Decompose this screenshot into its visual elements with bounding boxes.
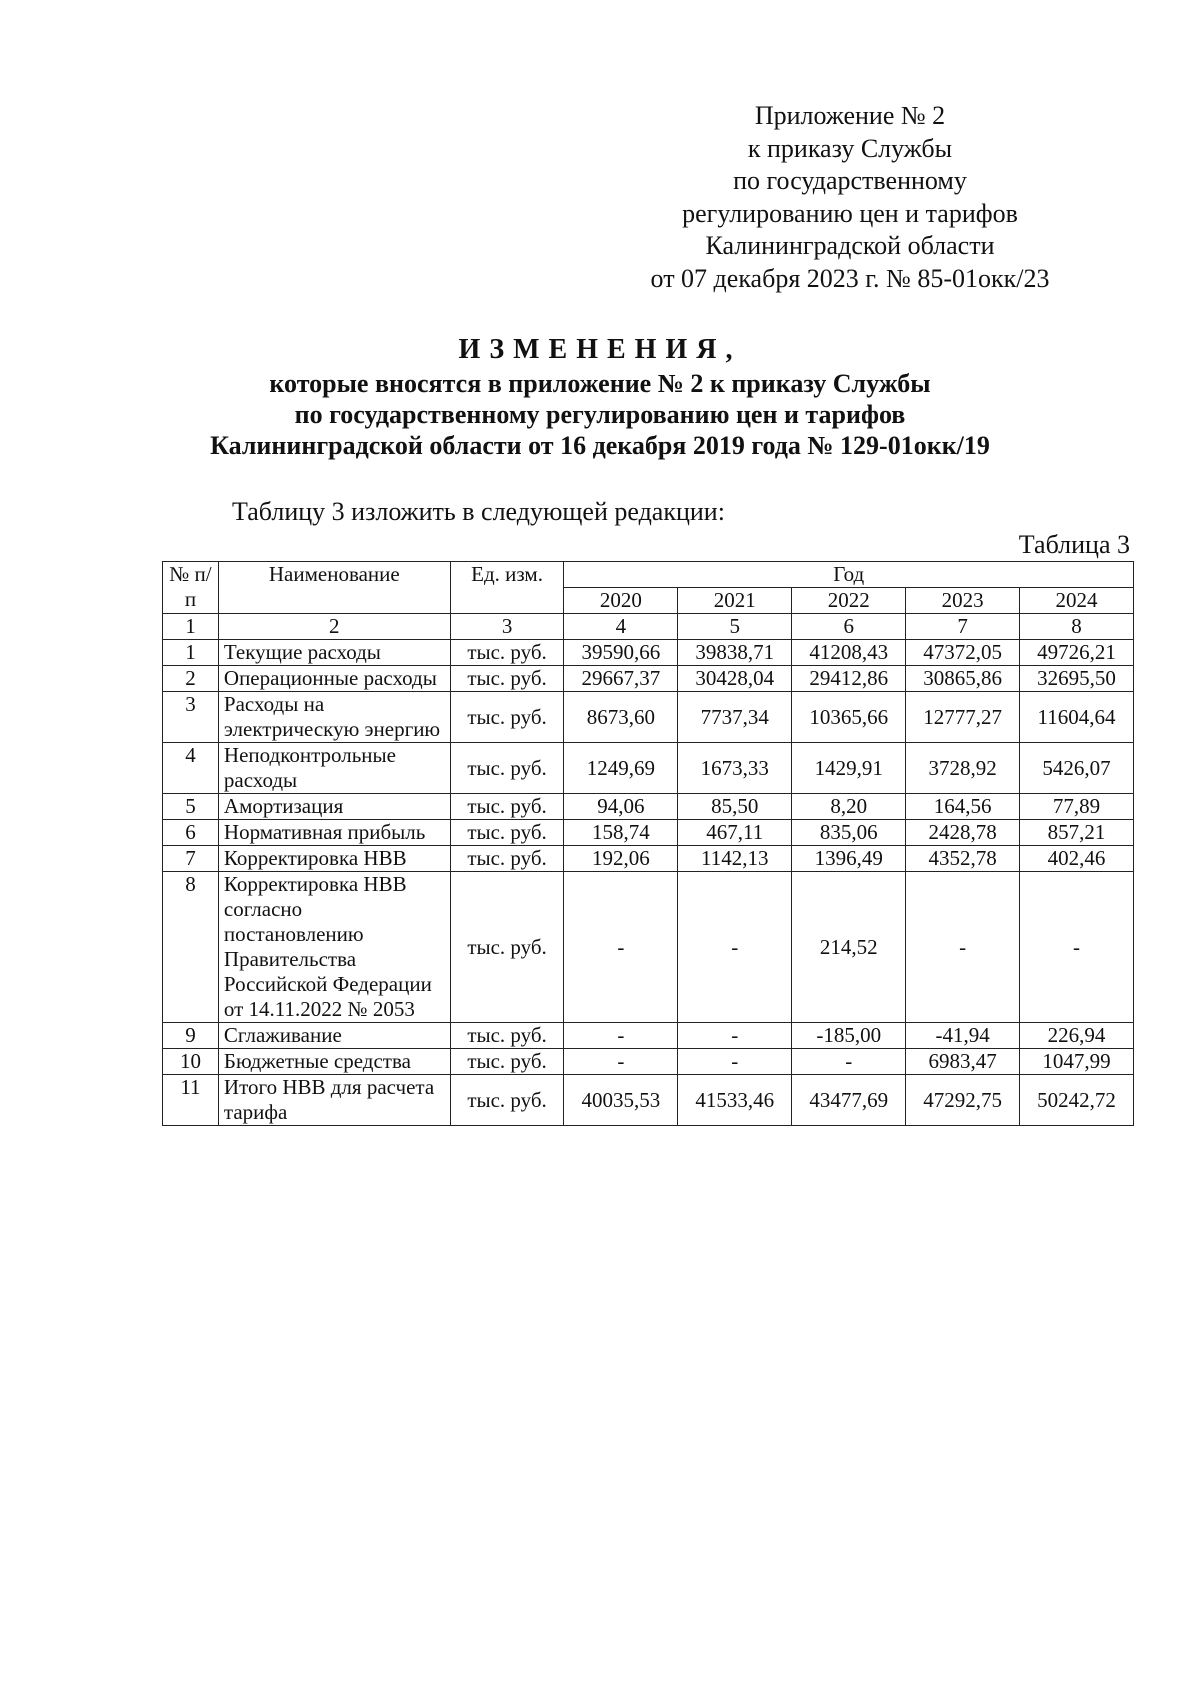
row-name: Корректировка НВВ <box>218 846 450 872</box>
row-value: 226,94 <box>1020 1023 1134 1049</box>
row-num: 6 <box>163 820 219 846</box>
row-value: 1047,99 <box>1020 1049 1134 1075</box>
row-value: -41,94 <box>906 1023 1020 1049</box>
row-value: 10365,66 <box>792 692 906 743</box>
row-num: 2 <box>163 666 219 692</box>
title-line: Калининградской области от 16 декабря 2019 года № 129-01окк/19 <box>210 431 990 460</box>
row-value: 12777,27 <box>906 692 1020 743</box>
row-value: - <box>792 1049 906 1075</box>
row-num: 3 <box>163 692 219 743</box>
row-num: 5 <box>163 794 219 820</box>
index-row <box>163 614 1134 640</box>
header-year: 2020 <box>564 588 678 614</box>
appendix-line: Калининградской области <box>705 231 995 260</box>
header-year: 2023 <box>906 588 1020 614</box>
row-unit: тыс. руб. <box>450 794 564 820</box>
table-row <box>163 1023 1134 1049</box>
row-value: 3728,92 <box>906 743 1020 794</box>
row-name: Итого НВВ для расчета тарифа <box>218 1075 450 1126</box>
row-unit: тыс. руб. <box>450 666 564 692</box>
header-year: 2021 <box>678 588 792 614</box>
row-value: 77,89 <box>1020 794 1134 820</box>
row-value: 7737,34 <box>678 692 792 743</box>
row-value: 41208,43 <box>792 640 906 666</box>
row-value: 47292,75 <box>906 1075 1020 1126</box>
document-title <box>0 332 1200 461</box>
row-value: 6983,47 <box>906 1049 1020 1075</box>
row-value: - <box>564 872 678 1023</box>
row-name: Текущие расходы <box>218 640 450 666</box>
table-row <box>163 743 1134 794</box>
row-value: 11604,64 <box>1020 692 1134 743</box>
row-value: 47372,05 <box>906 640 1020 666</box>
table-row <box>163 872 1134 1023</box>
row-value: 402,46 <box>1020 846 1134 872</box>
row-value: - <box>678 1023 792 1049</box>
index-cell: 6 <box>792 614 906 640</box>
table-row <box>163 846 1134 872</box>
table-row <box>163 820 1134 846</box>
row-value: - <box>564 1049 678 1075</box>
index-cell: 5 <box>678 614 792 640</box>
row-unit: тыс. руб. <box>450 640 564 666</box>
title-main: ИЗМЕНЕНИЯ, <box>458 334 742 365</box>
row-value: 30428,04 <box>678 666 792 692</box>
row-value: 4352,78 <box>906 846 1020 872</box>
table-caption: Таблица 3 <box>1018 530 1130 559</box>
row-value: 2428,78 <box>906 820 1020 846</box>
row-value: - <box>678 1049 792 1075</box>
row-value: 41533,46 <box>678 1075 792 1126</box>
row-value: - <box>906 872 1020 1023</box>
index-cell: 8 <box>1020 614 1134 640</box>
row-num: 1 <box>163 640 219 666</box>
row-value: 8673,60 <box>564 692 678 743</box>
row-name: Расходы на электрическую энергию <box>218 692 450 743</box>
row-value: 29412,86 <box>792 666 906 692</box>
row-value: 1396,49 <box>792 846 906 872</box>
table-row <box>163 1075 1134 1126</box>
appendix-header <box>570 100 1130 295</box>
title-line: которые вносятся в приложение № 2 к приказу Службы <box>269 369 931 398</box>
row-value: 85,50 <box>678 794 792 820</box>
row-value: 1142,13 <box>678 846 792 872</box>
row-value: 32695,50 <box>1020 666 1134 692</box>
row-value: 50242,72 <box>1020 1075 1134 1126</box>
row-value: 94,06 <box>564 794 678 820</box>
row-unit: тыс. руб. <box>450 1075 564 1126</box>
row-value: 49726,21 <box>1020 640 1134 666</box>
row-value: 164,56 <box>906 794 1020 820</box>
header-year-group: Год <box>564 562 1134 588</box>
row-name: Корректировка НВВ согласно постановлению Правительства Российской Федерации от 14.11.2022 № 2053 <box>218 872 450 1023</box>
row-unit: тыс. руб. <box>450 820 564 846</box>
appendix-line: по государственному <box>733 166 967 195</box>
intro-text: Таблицу 3 изложить в следующей редакции: <box>232 497 725 526</box>
row-num: 10 <box>163 1049 219 1075</box>
table-row <box>163 1049 1134 1075</box>
table-row <box>163 640 1134 666</box>
index-cell: 7 <box>906 614 1020 640</box>
row-value: - <box>678 872 792 1023</box>
row-value: - <box>564 1023 678 1049</box>
appendix-line: от 07 декабря 2023 г. № 85-01окк/23 <box>650 263 1050 293</box>
table-row <box>163 794 1134 820</box>
row-num: 9 <box>163 1023 219 1049</box>
index-cell: 1 <box>163 614 219 640</box>
row-value: 8,20 <box>792 794 906 820</box>
row-value: 40035,53 <box>564 1075 678 1126</box>
row-name: Бюджетные средства <box>218 1049 450 1075</box>
row-num: 4 <box>163 743 219 794</box>
row-value: 158,74 <box>564 820 678 846</box>
row-unit: тыс. руб. <box>450 1023 564 1049</box>
row-name: Нормативная прибыль <box>218 820 450 846</box>
row-value: 467,11 <box>678 820 792 846</box>
row-num: 11 <box>163 1075 219 1126</box>
row-value: 30865,86 <box>906 666 1020 692</box>
tariff-table <box>162 561 1134 1126</box>
table-body <box>163 640 1134 1126</box>
row-value: 857,21 <box>1020 820 1134 846</box>
index-cell: 3 <box>450 614 564 640</box>
row-unit: тыс. руб. <box>450 692 564 743</box>
row-value: 1249,69 <box>564 743 678 794</box>
appendix-line: к приказу Службы <box>747 133 953 163</box>
row-unit: тыс. руб. <box>450 872 564 1023</box>
header-name: Наименование <box>218 562 450 614</box>
row-num: 8 <box>163 872 219 1023</box>
row-unit: тыс. руб. <box>450 846 564 872</box>
row-value: 214,52 <box>792 872 906 1023</box>
header-unit: Ед. изм. <box>450 562 564 614</box>
row-value: -185,00 <box>792 1023 906 1049</box>
row-value: 1673,33 <box>678 743 792 794</box>
row-num: 7 <box>163 846 219 872</box>
row-value: 39838,71 <box>678 640 792 666</box>
row-value: 5426,07 <box>1020 743 1134 794</box>
header-row <box>163 562 1134 588</box>
header-year: 2024 <box>1020 588 1134 614</box>
row-unit: тыс. руб. <box>450 1049 564 1075</box>
row-value: 835,06 <box>792 820 906 846</box>
row-unit: тыс. руб. <box>450 743 564 794</box>
table-row <box>163 692 1134 743</box>
row-value: 39590,66 <box>564 640 678 666</box>
header-num: № п/п <box>163 562 219 614</box>
appendix-line: регулированию цен и тарифов <box>682 198 1018 228</box>
title-line: по государственному регулированию цен и тарифов <box>294 400 906 429</box>
row-value: 192,06 <box>564 846 678 872</box>
index-cell: 2 <box>218 614 450 640</box>
row-name: Операционные расходы <box>218 666 450 692</box>
row-value: 43477,69 <box>792 1075 906 1126</box>
row-name: Сглаживание <box>218 1023 450 1049</box>
index-cell: 4 <box>564 614 678 640</box>
row-name: Амортизация <box>218 794 450 820</box>
appendix-line: Приложение № 2 <box>754 101 946 130</box>
row-value: 1429,91 <box>792 743 906 794</box>
row-value: 29667,37 <box>564 666 678 692</box>
header-year: 2022 <box>792 588 906 614</box>
table-row <box>163 666 1134 692</box>
row-name: Неподконтрольные расходы <box>218 743 450 794</box>
row-value: - <box>1020 872 1134 1023</box>
